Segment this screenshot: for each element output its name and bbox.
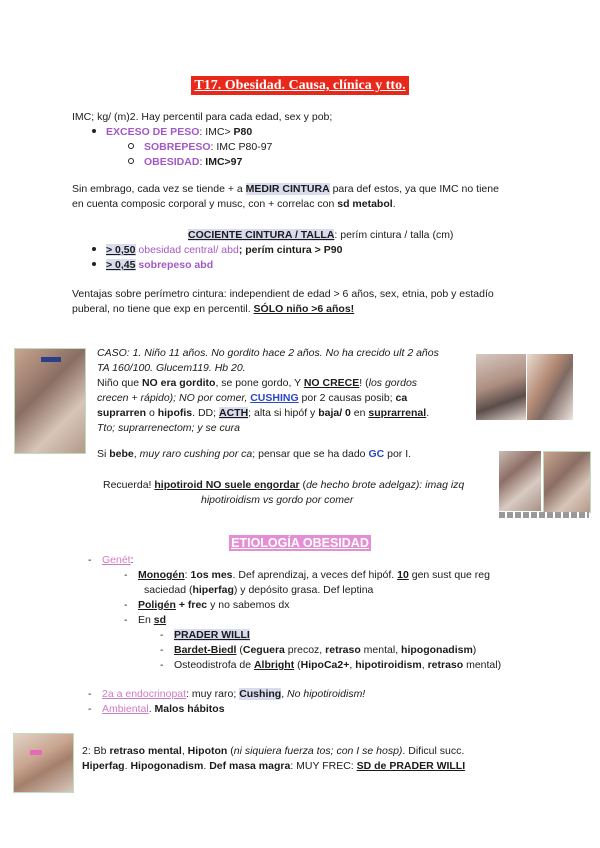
- obesidad-item: OBESIDAD: IMC>97: [72, 155, 332, 170]
- monogen-line2: saciedad (hiperfag) y depósito grasa. Def leptina: [144, 584, 374, 596]
- poligen-item: - Poligén + frec y no sabemos dx: [124, 599, 290, 611]
- ventajas-paragraph: Ventajas sobre perímetro cintura: independient de edad > 6 años, sex, etnia, pob y estadío puberal, no tiene que exp en percentil. SÓLO niño >6 años!: [72, 288, 494, 315]
- photo-caption: [499, 512, 589, 518]
- cociente-section: [72, 228, 453, 273]
- prader-item: - PRADER WILLI: [160, 629, 250, 641]
- title-wrap: [0, 76, 600, 95]
- etiologia-title: ETIOLOGÍA OBESIDAD: [231, 536, 369, 550]
- cociente-item-2: > 0,45 sobrepeso abd: [72, 258, 453, 273]
- endocrino-item: - 2a a endocrinopat: muy raro; Cushing, No hipotiroidism!: [88, 688, 366, 700]
- imc-intro: IMC; kg/ (m)2. Hay percentil para cada edad, sex y pob;: [72, 111, 333, 123]
- genet-item: - Genét:: [88, 554, 134, 566]
- patient-photo-cushing-face: [476, 354, 526, 420]
- patient-photo-hypothyroid: [499, 451, 541, 511]
- privacy-bar: [41, 357, 61, 362]
- patient-photo-obese: [543, 451, 591, 513]
- en-sd-item: - En sd: [124, 614, 167, 626]
- patient-photo-baby: [13, 733, 74, 793]
- monogen-item: - Monogén: 1os mes. Def aprendizaj, a veces def hipóf. 10 gen sust que reg: [124, 569, 490, 581]
- bullet-icon: [92, 262, 96, 266]
- cociente-heading: COCIENTE CINTURA / TALLA: perím cintura / talla (cm): [188, 229, 454, 241]
- bardet-item: - Bardet-Biedl (Ceguera precoz, retraso mental, hipogonadism): [160, 644, 477, 656]
- bebe-line: Si bebe, muy raro cushing por ca; pensar que se ha dado GC por I.: [97, 448, 412, 460]
- bb-paragraph: 2: Bb retraso mental, Hipoton (ni siquiera fuerza tos; con I se hosp). Dificul succ. Hiperfag. Hipogonadism. Def masa magra: MUY FREC: SD de PRADER WILLI: [82, 745, 466, 772]
- albright-item: - Osteodistrofa de Albright (HipoCa2+, hipotiroidism, retraso mental): [160, 659, 502, 671]
- sobrepeso-item: SOBREPESO: IMC P80-97: [72, 140, 332, 155]
- etiologia-title-wrap: [0, 535, 600, 551]
- recuerda-section: Recuerda! hipotiroid NO suele engordar (de hecho brote adelgaz): imag izq hipotiroidism vs gordo por comer: [103, 479, 465, 506]
- bullet-icon: [92, 129, 96, 133]
- page-title: T17. Obesidad. Causa, clínica y tto.: [191, 76, 408, 95]
- privacy-bar: [30, 750, 42, 755]
- circle-bullet-icon: [128, 143, 134, 149]
- exceso-item: EXCESO DE PESO: IMC> P80: [72, 125, 332, 140]
- imc-section: [72, 110, 332, 170]
- etiologia-list: [88, 553, 501, 717]
- patient-photo-cushing: [14, 348, 86, 454]
- patient-photo-cushing-back: [527, 354, 573, 420]
- bullet-icon: [92, 247, 96, 251]
- cociente-item-1: > 0,50 obesidad central/ abd; perím cintura > P90: [72, 243, 453, 258]
- circle-bullet-icon: [128, 158, 134, 164]
- cintura-paragraph: Sin embrago, cada vez se tiende + a MEDIR CINTURA para def estos, ya que IMC no tiene en cuenta composic corporal y musc, con + correlac con sd metabol.: [72, 183, 499, 210]
- ambiental-item: - Ambiental. Malos hábitos: [88, 703, 225, 715]
- caso-section: CASO: 1. Niño 11 años. No gordito hace 2 años. No ha crecido ult 2 años TA 160/100. Glucem119. Hb 20. Niño que NO era gordito, se pone gordo, Y NO CRECE! (los gordos crecen + rápido); NO por comer, CUSHING por 2 causas posib; ca suprarren o hipofis. DD; ACTH; alta si hipóf y baja/ 0 en suprarrenal. Tto; suprarrenectom; y se cura: [97, 347, 439, 434]
